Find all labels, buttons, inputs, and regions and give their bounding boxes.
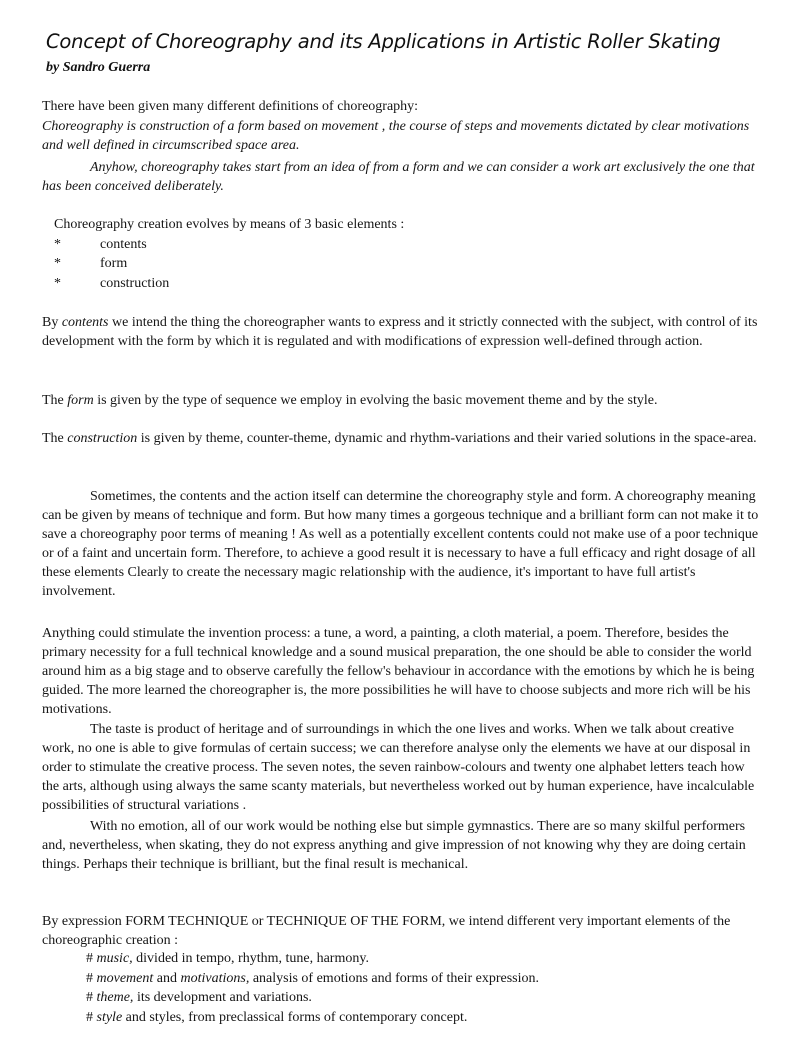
- text-run: is given by theme, counter-theme, dynamic and rhythm-variations and their varied solutions in the space-area.: [137, 431, 757, 446]
- list-item-label: contents: [100, 236, 147, 252]
- bullet-star: *: [54, 256, 61, 271]
- text-run: The: [42, 431, 68, 446]
- list-text: analysis of emotions and forms of their expression.: [249, 970, 539, 986]
- term-form: form: [67, 393, 94, 408]
- hash-mark: #: [86, 970, 97, 986]
- list-intro: Choreography creation evolves by means of 3 basic elements :: [54, 217, 405, 232]
- hash-mark: #: [86, 951, 97, 966]
- list-term: music,: [96, 951, 133, 966]
- expression-list: [86, 949, 539, 1027]
- list-item-label: construction: [100, 275, 170, 291]
- list-item: [86, 988, 539, 1008]
- list-term: movement: [96, 970, 154, 986]
- list-text: and styles, from preclassical forms of contemporary concept.: [122, 1009, 468, 1025]
- list-item: [54, 254, 404, 274]
- hash-mark: #: [86, 990, 97, 1005]
- form-paragraph: [42, 391, 760, 410]
- list-term: theme,: [96, 990, 134, 1005]
- document-title: Concept of Choreography and its Applications in Artistic Roller Skating: [46, 30, 721, 53]
- body-paragraph-1: Sometimes, the contents and the action itself can determine the choreography style and form. A choreography meaning can be given by means of technique and form. But how many times a gorgeous technique and a brilliant form can not make it to save a choreography poor terms of meaning ! As well as a potentially excellent contents could not make use of a poor technique or of a faint and uncertain form. Therefore, to achieve a good result it is necessary to have a full efficacy and right dosage of all these elements Clearly to create the necessary magic relationship with the audience, it's important to have full artist's involvement.: [42, 489, 759, 599]
- text-run: The: [42, 393, 68, 408]
- hash-mark: #: [86, 1009, 97, 1025]
- list-text: its development and variations.: [133, 990, 312, 1005]
- text-run: By: [42, 315, 62, 330]
- list-item: [54, 274, 404, 294]
- list-item: [86, 1008, 539, 1028]
- text-run: we intend the thing the choreographer wants to express and it strictly connected with the subject, with control of its development with the form by which it is regulated and with modifications of expression well-defined through action.: [42, 315, 758, 349]
- text-run: is given by the type of sequence we employ in evolving the basic movement theme and by the style.: [93, 393, 658, 408]
- body-paragraph-2: Anything could stimulate the invention process: a tune, a word, a painting, a cloth material, a poem. Therefore, besides the primary necessity for a full technical knowledge and a sound musical preparation, the one should be able to consider the world around him as a big stage and to observe carefully the fellow's behaviour in accordance with the emotions by which he is being guided. The more learned the choreographer is, the more possibilities he will have to choose subjects and more rich will be his motivations.: [42, 626, 755, 717]
- bullet-star: *: [54, 275, 61, 291]
- intro-lead: There have been given many different definitions of choreography:: [42, 99, 419, 114]
- term-contents: contents: [61, 315, 109, 330]
- definition-2: Anyhow, choreography takes start from an idea of from a form and we can consider a work art exclusively the one that has been conceived deliberately.: [42, 160, 755, 194]
- list-term: style: [96, 1009, 123, 1025]
- list-item: [86, 949, 539, 969]
- expression-intro: By expression FORM TECHNIQUE or TECHNIQUE OF THE FORM, we intend different very important elements of the choreographic creation :: [42, 914, 731, 948]
- list-item: [86, 969, 539, 989]
- term-construction: construction: [67, 431, 138, 446]
- list-text: divided in tempo, rhythm, tune, harmony.: [132, 951, 369, 966]
- list-item: [54, 235, 404, 255]
- list-term: motivations,: [180, 970, 250, 986]
- author-byline: by Sandro Guerra: [46, 60, 151, 75]
- list-text: and: [153, 970, 181, 986]
- body-paragraph-4: With no emotion, all of our work would be nothing else but simple gymnastics. There are so many skilful performers and, nevertheless, when skating, they do not express anything and give impression of not knowing why they are doing certain things. Perhaps their technique is brilliant, but the final result is mechanical.: [42, 819, 746, 872]
- body-paragraph-3: The taste is product of heritage and of surroundings in which the one lives and works. When we talk about creative work, no one is able to give formulas of certain success; we can therefore analyse only the elements we have at our disposal in order to stimulate the creative process. The seven notes, the seven rainbow-colours and twenty one alphabet letters teach how the arts, although using always the same scanty materials, but nevertheless worked out by human experience, have incalculable possibilities of structural variations .: [42, 722, 755, 813]
- list-item-label: form: [100, 256, 128, 271]
- contents-paragraph: [42, 313, 760, 351]
- definition-1: Choreography is construction of a form based on movement , the course of steps and movements dictated by clear motivations and well defined in circumscribed space area.: [42, 119, 750, 153]
- basic-elements-list: [54, 215, 404, 293]
- construction-paragraph: [42, 429, 760, 448]
- bullet-star: *: [54, 236, 61, 252]
